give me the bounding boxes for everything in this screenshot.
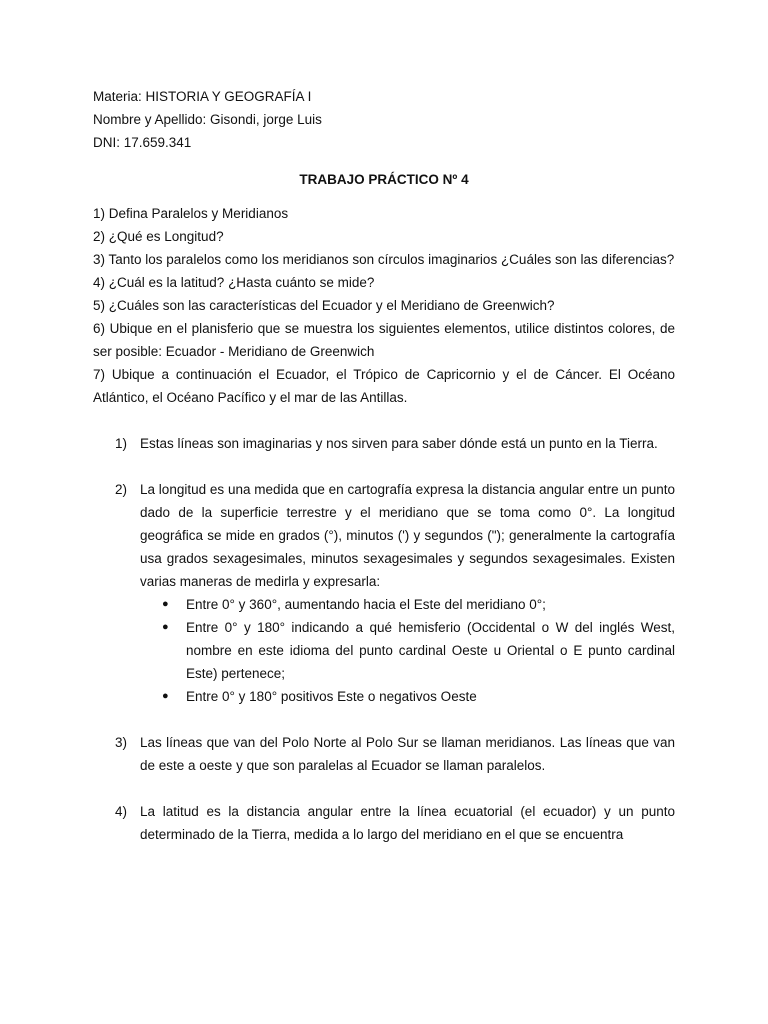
answer-text: Estas líneas son imaginarias y nos sirven para saber dónde está un punto en la Tierra. (140, 436, 658, 451)
bullet-item (140, 616, 675, 685)
bullet-text: Entre 0° y 180° positivos Este o negativos Oeste (186, 689, 477, 704)
question-item: 2) ¿Qué es Longitud? (93, 229, 224, 244)
bullet-icon: ● (162, 598, 169, 610)
bullet-icon: ● (162, 621, 169, 633)
question-item: 7) Ubique a continuación el Ecuador, el Trópico de Capricornio y el de Cáncer. El Océano Atlántico, el Océano Pacífico y el mar de las Antillas. (93, 367, 675, 405)
questions-list (93, 202, 675, 409)
answer-number: 4) (115, 804, 128, 819)
question-item: 3) Tanto los paralelos como los meridianos son círculos imaginarios ¿Cuáles son las diferencias? (93, 252, 675, 267)
bullet-icon: ● (162, 690, 169, 702)
answer-number: 1) (115, 436, 128, 451)
question-item: 5) ¿Cuáles son las características del Ecuador y el Meridiano de Greenwich? (93, 298, 555, 313)
document-page (93, 85, 675, 869)
answer-item (93, 478, 675, 708)
answer-item (93, 800, 675, 846)
answer-text: Las líneas que van del Polo Norte al Polo Sur se llaman meridianos. Las líneas que van de este a oeste y que son paralelas al Ecuador se llaman paralelos. (140, 735, 675, 773)
answers-list (93, 432, 675, 846)
answer-item (93, 731, 675, 777)
dni-line: DNI: 17.659.341 (93, 135, 192, 150)
question-item: 1) Defina Paralelos y Meridianos (93, 206, 289, 221)
bullet-item (140, 593, 675, 616)
question-item: 4) ¿Cuál es la latitud? ¿Hasta cuánto se mide? (93, 275, 375, 290)
question-item: 6) Ubique en el planisferio que se muestra los siguientes elementos, utilice distintos colores, de ser posible: Ecuador - Meridiano de Greenwich (93, 321, 675, 359)
student-name-line: Nombre y Apellido: Gisondi, jorge Luis (93, 112, 322, 127)
document-title: TRABAJO PRÁCTICO Nº 4 (299, 172, 469, 187)
subject-line: Materia: HISTORIA Y GEOGRAFÍA I (93, 89, 312, 104)
bullet-text: Entre 0° y 180° indicando a qué hemisferio (Occidental o W del inglés West, nombre en este idioma del punto cardinal Oeste u Oriental o E punto cardinal Este) pertenece; (186, 620, 675, 681)
answer-number: 3) (115, 735, 128, 750)
answer-text: La latitud es la distancia angular entre la línea ecuatorial (el ecuador) y un punto determinado de la Tierra, medida a lo largo del meridiano en el que se encuentra (140, 804, 675, 842)
bullet-list (140, 593, 675, 708)
answer-number: 2) (115, 482, 128, 497)
bullet-item (140, 685, 675, 708)
answer-item (93, 432, 675, 455)
answer-text: La longitud es una medida que en cartografía expresa la distancia angular entre un punto dado de la superficie terrestre y el meridiano que se toma como 0°. La longitud geográfica se mide en grados (°), minutos (') y segundos ("); generalmente la cartografía usa grados sexagesimales, minutos sexagesimales y segundos sexagesimales. Existen varias maneras de medirla y expresarla: (140, 482, 675, 589)
bullet-text: Entre 0° y 360°, aumentando hacia el Este del meridiano 0°; (186, 597, 546, 612)
student-info (93, 85, 675, 154)
